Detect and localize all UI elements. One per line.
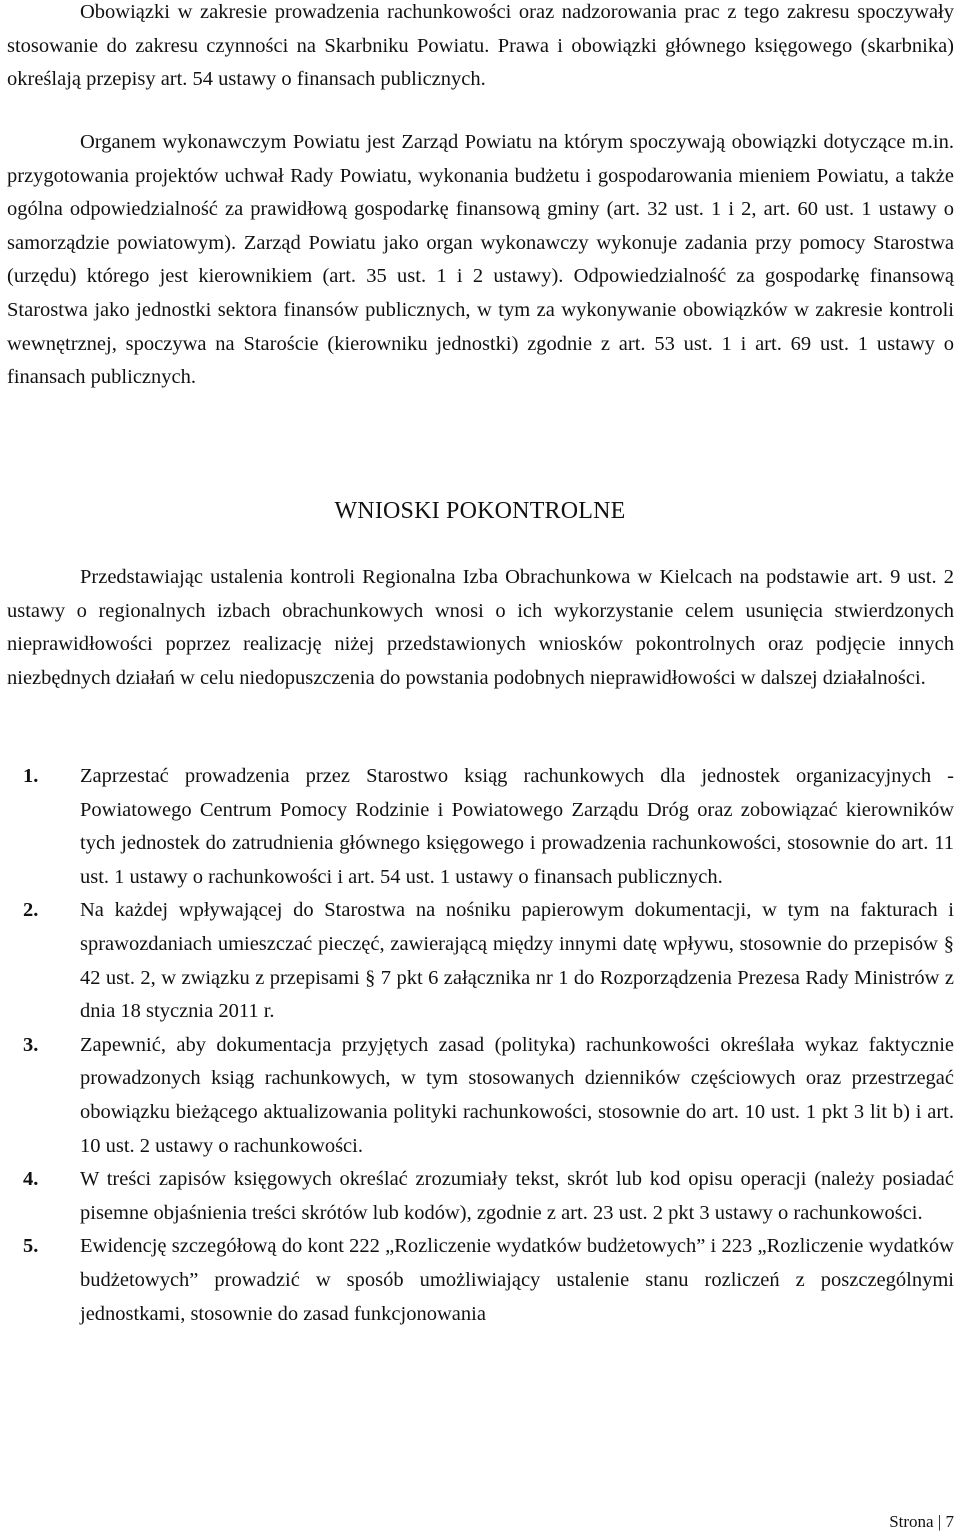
list-item [7,894,954,1028]
item-number: 1. [23,765,39,787]
item-number: 2. [23,899,39,922]
item-text: Ewidencję szczegółową do kont 222 „Rozliczenie wydatków budżetowych” i 223 „Rozliczenie wydatków budżetowych” prowadzić w sposób umożliwiający ustalenie stanu rozliczeń z poszczególnymi jednostkami, stosownie do zasad funkcjonowania [80,1235,954,1325]
paragraph-accounting-duties: Obowiązki w zakresie prowadzenia rachunkowości oraz nadzorowania prac z tego zakresu spoczywały stosowanie do zakresu czynności na Skarbniku Powiatu. Prawa i obowiązki głównego księgowego (skarbnika) określają przepisy art. 54 ustawy o finansach publicznych. [7,1,954,91]
item-number: 4. [23,1168,39,1191]
item-text: W treści zapisów księgowych określać zrozumiały tekst, skrót lub kod opisu operacji (należy posiadać pisemne objaśnienia treści skrótów lub kodów), zgodnie z art. 23 ust. 2 pkt 3 ustawy o rachunkowości. [80,1168,954,1224]
item-text: Zapewnić, aby dokumentacja przyjętych zasad (polityka) rachunkowości określała wykaz faktycznie prowadzonych ksiąg rachunkowych, w tym stosowanych dzienników częściowych oraz przestrzegać obowiązku bieżącego aktualizowania polityki rachunkowości, stosownie do art. 10 ust. 1 pkt 3 lit b) i art. 10 ust. 2 ustawy o rachunkowości. [80,1033,954,1157]
list-item [7,1029,954,1163]
conclusions-list [7,760,954,1331]
paragraph-intro: Przedstawiając ustalenia kontroli Regionalna Izba Obrachunkowa w Kielcach na podstawie art. 9 ust. 2 ustawy o regionalnych izbach obrachunkowych wnosi o ich wykorzystanie celem usunięcia stwierdzonych nieprawidłowości poprzez realizację niżej przedstawionych wniosków pokontrolnych oraz podjęcie innych niezbędnych działań w celu niedopuszczenia do powstania podobnych nieprawidłowości w dalszej działalności. [7,566,954,689]
item-text: Zaprzestać prowadzenia przez Starostwo ksiąg rachunkowych dla jednostek organizacyjnych - Powiatowego Centrum Pomocy Rodzinie i Powiatowego Zarządu Dróg oraz zobowiązać kierowników tych jednostek do zatrudnienia głównego księgowego i prowadzenia rachunkowości, stosownie do art. 11 ust. 1 ustawy o rachunkowości i art. 54 ust. 1 ustawy o finansach publicznych. [80,765,954,888]
list-item [7,760,954,894]
list-item [7,1230,954,1331]
item-number: 3. [23,1033,39,1056]
item-text: Na każdej wpływającej do Starostwa na nośniku papierowym dokumentacji, w tym na fakturach i sprawozdaniach umieszczać pieczęć, zawierającą między innymi datę wpływu, stosownie do przepisów § 42 ust. 2, w związku z przepisami § 7 pkt 6 załącznika nr 1 do Rozporządzenia Prezesa Rady Ministrów z dnia 18 stycznia 2011 r. [80,899,954,1023]
paragraph-executive-body: Organem wykonawczym Powiatu jest Zarząd Powiatu na którym spoczywają obowiązki dotyczące m.in. przygotowania projektów uchwał Rady Powiatu, wykonania budżetu i gospodarowania mieniem Powiatu, a także ogólna odpowiedzialność za prawidłową gospodarkę finansową gminy (art. 32 ust. 1 i 2, art. 60 ust. 1 ustawy o samorządzie powiatowym). Zarząd Powiatu jako organ wykonawczy wykonuje zadania przy pomocy Starostwa (urzędu) którego jest kierownikiem (art. 35 ust. 1 i 2 ustawy). Odpowiedzialność za gospodarkę finansową Starostwa jako jednostki sektora finansów publicznych, w tym za wykonywanie obowiązków w zakresie kontroli wewnętrznej, spoczywa na Staroście (kierowniku jednostki) zgodnie z art. 53 ust. 1 i art. 69 ust. 1 ustawy o finansach publicznych. [7,131,954,389]
section-heading: WNIOSKI POKONTROLNE [334,498,626,524]
page-number: Strona | 7 [889,1512,954,1531]
list-item [7,1163,954,1230]
item-number: 5. [23,1235,39,1258]
